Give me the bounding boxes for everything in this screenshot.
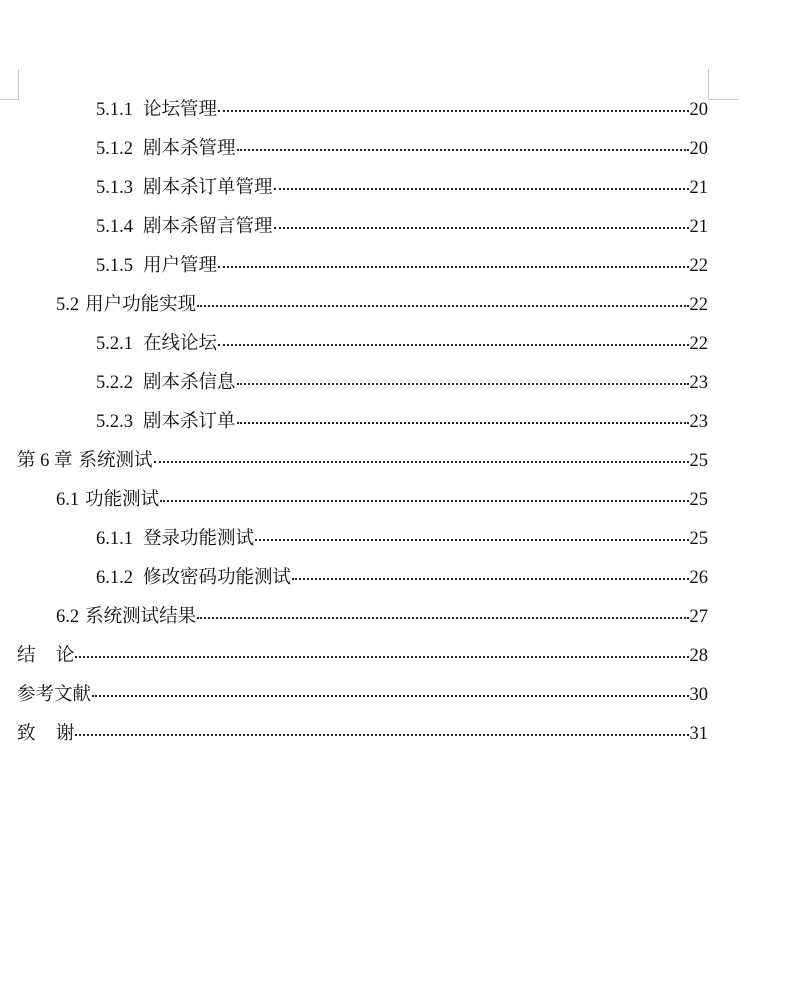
toc-dot-leader	[154, 461, 689, 463]
toc-entry[interactable]	[17, 525, 708, 564]
toc-dot-leader	[237, 149, 689, 151]
toc-entry-number: 6.1.2	[96, 568, 133, 588]
toc-entry-page-number: 21	[689, 178, 708, 198]
toc-dot-leader	[218, 344, 688, 346]
toc-entry-page-number: 30	[689, 685, 708, 705]
toc-entry-page-number: 22	[689, 334, 708, 354]
toc-entry-page-number: 25	[689, 529, 708, 549]
toc-entry-page-number: 26	[689, 568, 708, 588]
toc-dot-leader	[237, 383, 689, 385]
toc-entry-title: 修改密码功能测试	[143, 568, 292, 588]
toc-dot-leader	[75, 656, 688, 658]
toc-entry-title: 登录功能测试	[143, 529, 255, 549]
toc-entry[interactable]	[17, 642, 708, 681]
toc-entry[interactable]	[17, 447, 708, 486]
toc-entry[interactable]	[17, 486, 708, 525]
toc-dot-leader	[218, 266, 688, 268]
toc-entry-title: 致谢	[17, 724, 75, 744]
toc-entry-title: 剧本杀管理	[143, 139, 236, 159]
toc-entry[interactable]	[17, 213, 708, 252]
toc-entry-number: 5.1.1	[96, 100, 133, 120]
toc-entry-page-number: 22	[689, 295, 708, 315]
toc-entry[interactable]	[17, 408, 708, 447]
toc-entry[interactable]	[17, 174, 708, 213]
toc-entry[interactable]	[17, 564, 708, 603]
toc-entry-title: 系统测试结果	[85, 607, 197, 627]
toc-dot-leader	[237, 422, 689, 424]
toc-entry-page-number: 31	[689, 724, 708, 744]
toc-entry-title: 剧本杀留言管理	[143, 217, 273, 237]
toc-entry-page-number: 20	[689, 139, 708, 159]
toc-entry-number: 第 6 章	[17, 451, 73, 471]
toc-entry-title: 剧本杀订单	[143, 412, 236, 432]
toc-entry-title: 用户管理	[143, 256, 218, 276]
toc-entry-title: 系统测试	[78, 451, 153, 471]
toc-entry-number: 6.1.1	[96, 529, 133, 549]
toc-entry-number: 5.2.2	[96, 373, 133, 393]
toc-entry[interactable]	[17, 291, 708, 330]
table-of-contents	[17, 96, 708, 759]
toc-entry-title: 剧本杀信息	[143, 373, 236, 393]
toc-entry[interactable]	[17, 681, 708, 720]
toc-entry[interactable]	[17, 330, 708, 369]
toc-entry-page-number: 25	[689, 490, 708, 510]
toc-entry[interactable]	[17, 720, 708, 759]
toc-entry-page-number: 21	[689, 217, 708, 237]
toc-dot-leader	[197, 305, 688, 307]
toc-entry-page-number: 20	[689, 100, 708, 120]
toc-entry-title: 论坛管理	[143, 100, 218, 120]
toc-entry-number: 5.2	[56, 295, 80, 315]
toc-dot-leader	[218, 110, 688, 112]
crop-mark-top-right	[708, 69, 739, 100]
toc-entry-page-number: 22	[689, 256, 708, 276]
toc-entry[interactable]	[17, 96, 708, 135]
toc-entry-number: 5.1.5	[96, 256, 133, 276]
toc-entry-page-number: 27	[689, 607, 708, 627]
toc-dot-leader	[92, 695, 688, 697]
toc-entry-number: 6.1	[56, 490, 80, 510]
toc-entry[interactable]	[17, 603, 708, 642]
toc-entry-page-number: 25	[689, 451, 708, 471]
toc-entry-title: 在线论坛	[143, 334, 218, 354]
toc-dot-leader	[160, 500, 688, 502]
toc-dot-leader	[292, 578, 688, 580]
toc-entry-number: 5.1.2	[96, 139, 133, 159]
toc-entry-number: 5.1.4	[96, 217, 133, 237]
toc-entry-number: 5.2.1	[96, 334, 133, 354]
toc-dot-leader	[255, 539, 688, 541]
toc-entry-page-number: 23	[689, 412, 708, 432]
toc-dot-leader	[274, 188, 689, 190]
toc-dot-leader	[75, 734, 688, 736]
toc-entry-title: 结论	[17, 646, 75, 666]
toc-entry-title: 剧本杀订单管理	[143, 178, 273, 198]
toc-entry-number: 5.1.3	[96, 178, 133, 198]
toc-entry-title: 参考文献	[17, 685, 92, 705]
toc-entry[interactable]	[17, 369, 708, 408]
toc-entry-page-number: 28	[689, 646, 708, 666]
toc-entry-title: 功能测试	[85, 490, 160, 510]
toc-entry-page-number: 23	[689, 373, 708, 393]
toc-dot-leader	[197, 617, 688, 619]
toc-entry[interactable]	[17, 135, 708, 174]
toc-dot-leader	[274, 227, 689, 229]
toc-entry-number: 6.2	[56, 607, 80, 627]
toc-entry-title: 用户功能实现	[85, 295, 197, 315]
toc-entry[interactable]	[17, 252, 708, 291]
toc-entry-number: 5.2.3	[96, 412, 133, 432]
